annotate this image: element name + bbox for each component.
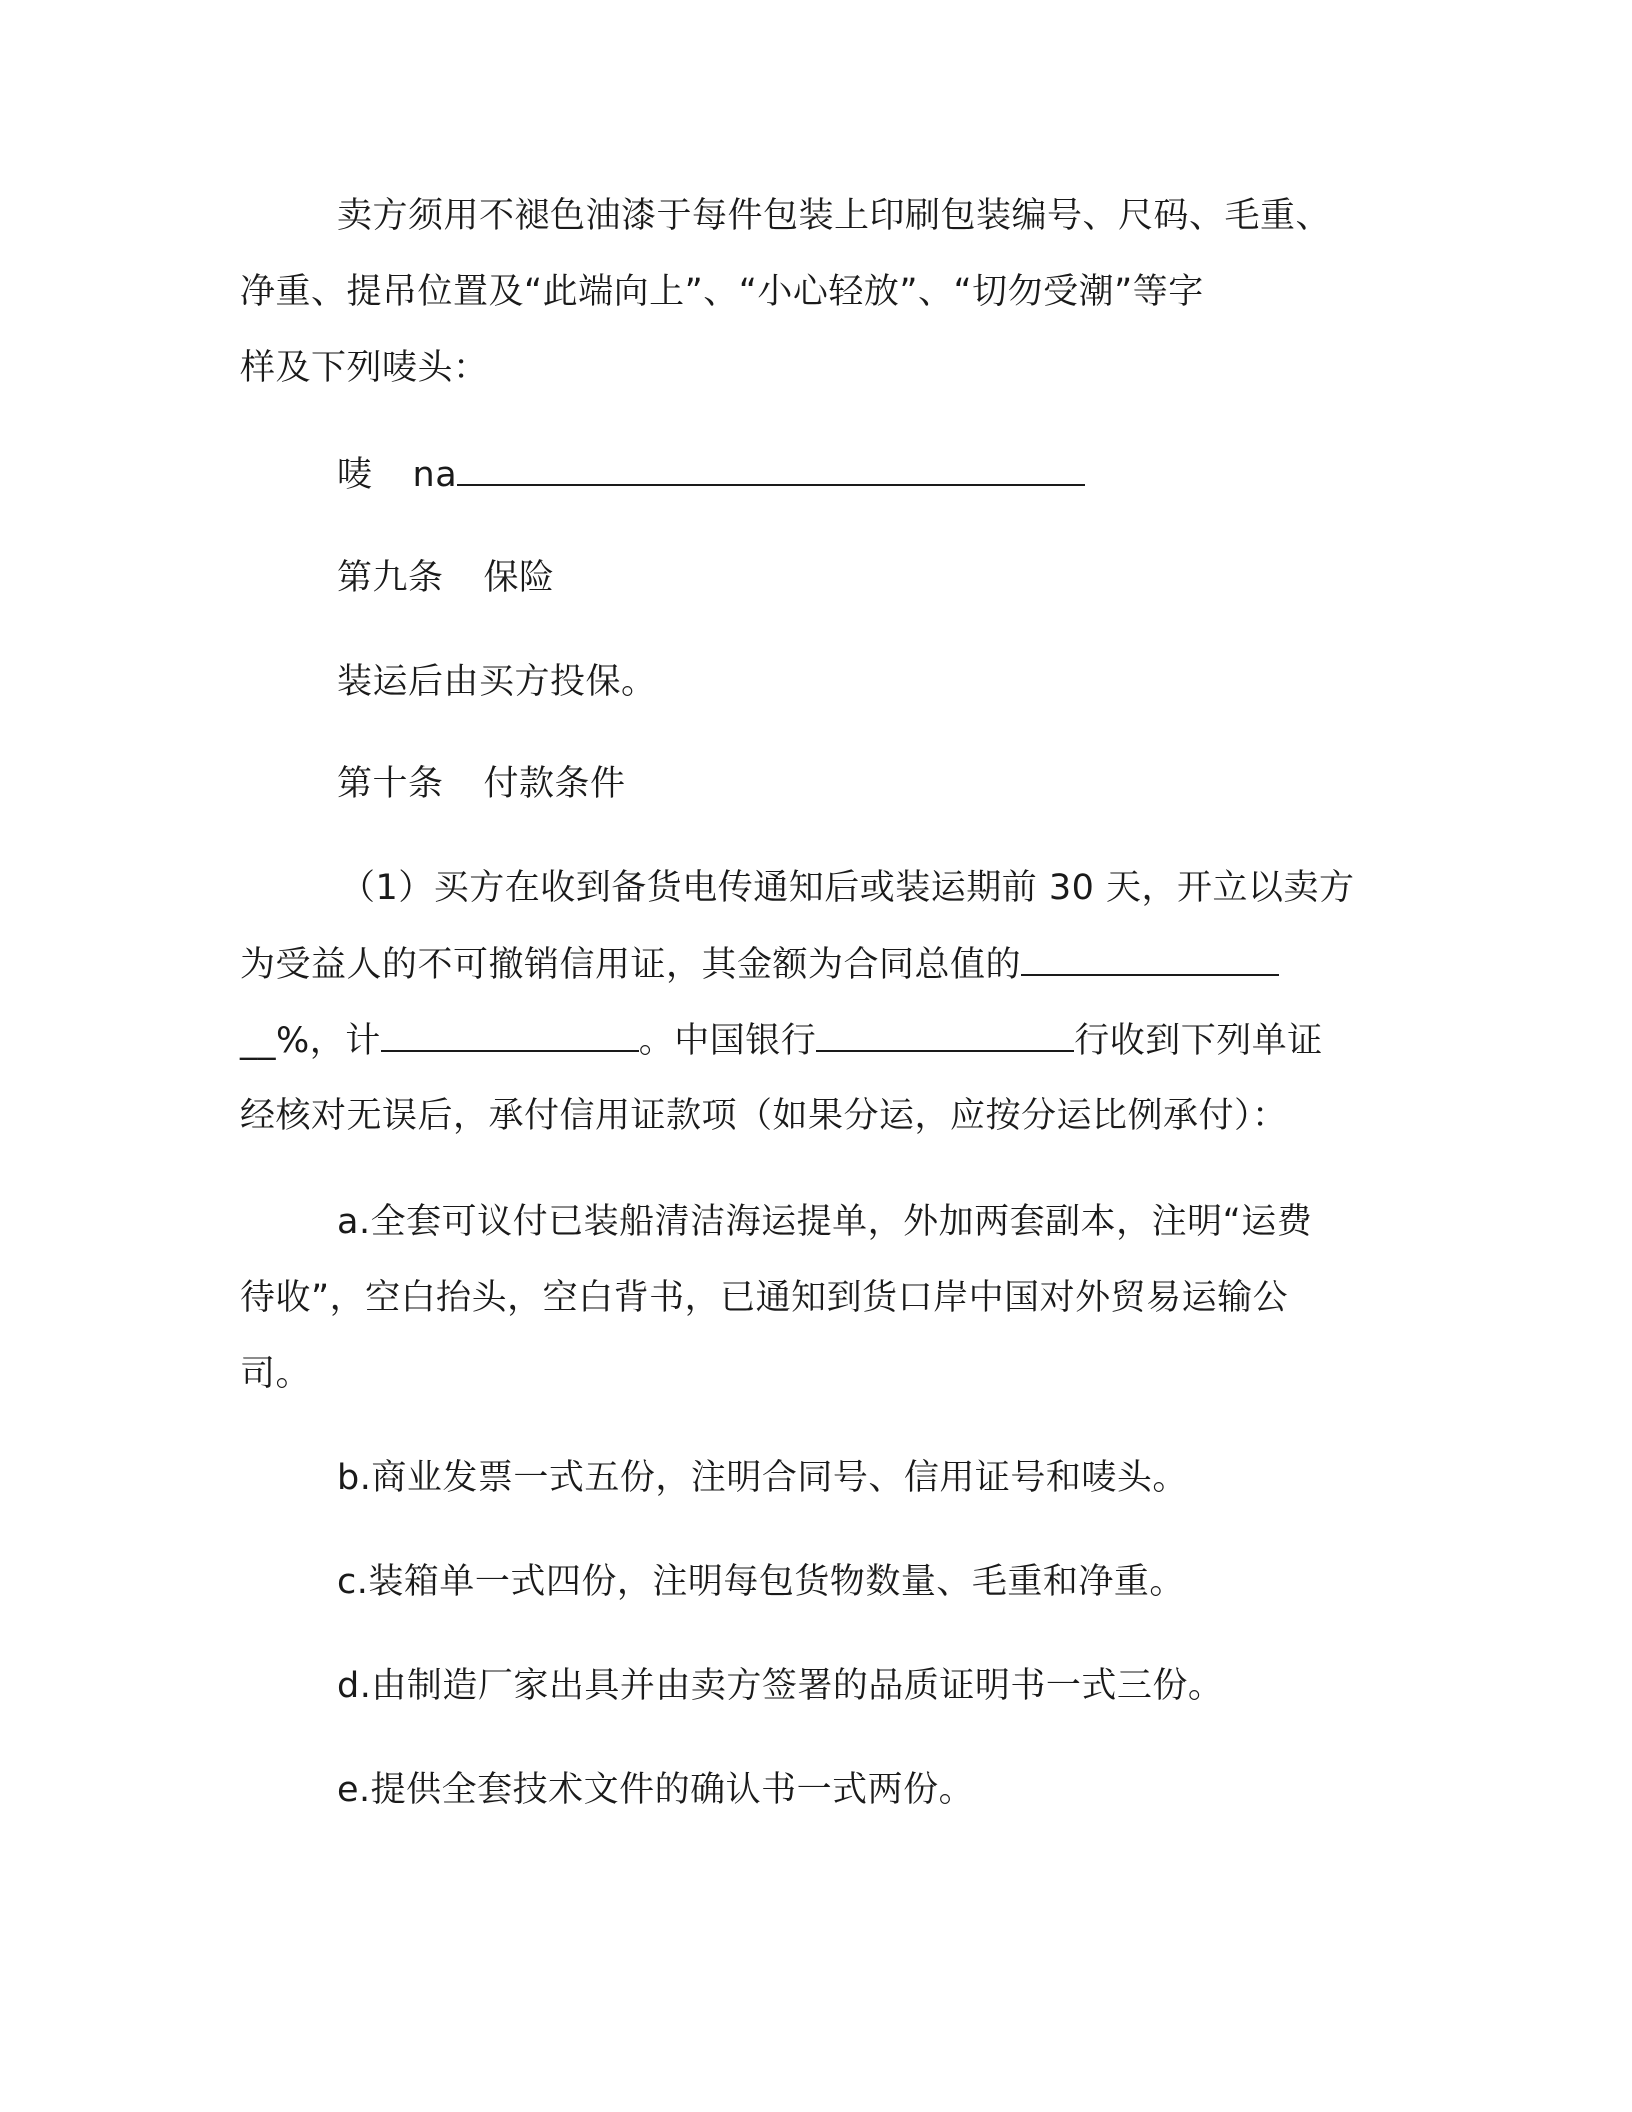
bank-blank [816, 1002, 1074, 1052]
para1-line1: 卖方须用不褪色油漆于每件包装上印刷包装编号、尺码、毛重、 [337, 196, 1332, 236]
para1-line2: 净重、提吊位置及“此端向上”、“小心轻放”、“切勿受潮”等字 [240, 272, 1204, 312]
item-b: b.商业发票一式五份，注明合同号、信用证号和唛头。 [337, 1458, 1188, 1498]
shipping-mark-blank [457, 436, 1085, 486]
item-e: e.提供全套技术文件的确认书一式两份。 [337, 1770, 975, 1810]
article10-heading [240, 746, 1487, 822]
clause1-line4: 经核对无误后，承付信用证款项（如果分运，应按分运比例承付）： [240, 1096, 1288, 1136]
clause1-line3 [240, 1002, 1390, 1079]
article9-body: 装运后由买方投保。 [337, 662, 657, 702]
article10-title: 付款条件 [483, 764, 626, 804]
article9-heading [240, 540, 1487, 616]
para1-line3: 样及下列唛头： [240, 348, 489, 388]
shipping-mark-value: na [412, 455, 458, 495]
bank-text: 。中国银行 [638, 1021, 817, 1061]
clause1-line1: （1）买方在收到备货电传通知后或装运期前 30 天，开立以卖方 [340, 868, 1355, 908]
amount-blank [381, 1002, 639, 1052]
article10-number: 第十条 [337, 764, 444, 804]
percent-text: __%，计 [240, 1021, 381, 1061]
item-c: c.装箱单一式四份，注明每包货物数量、毛重和净重。 [337, 1562, 1185, 1602]
shipping-mark-line [240, 436, 1487, 513]
item-a-line2: 待收”，空白抬头，空白背书，已通知到货口岸中国对外贸易运输公 [240, 1278, 1289, 1318]
bank-suffix-text: 行收到下列单证 [1074, 1021, 1323, 1061]
percent-blank [1021, 926, 1279, 976]
article9-number: 第九条 [337, 558, 444, 598]
article9-title: 保险 [483, 558, 555, 598]
item-a-line3: 司。 [240, 1354, 312, 1394]
item-d: d.由制造厂家出具并由卖方签署的品质证明书一式三份。 [337, 1666, 1224, 1706]
clause1-line2-text: 为受益人的不可撤销信用证，其金额为合同总值的 [240, 945, 1022, 985]
clause1-line2 [240, 926, 1390, 1003]
item-a-line1: a.全套可议付已装船清洁海运提单，外加两套副本，注明“运费 [337, 1202, 1313, 1242]
shipping-mark-label: 唛 [337, 455, 373, 495]
